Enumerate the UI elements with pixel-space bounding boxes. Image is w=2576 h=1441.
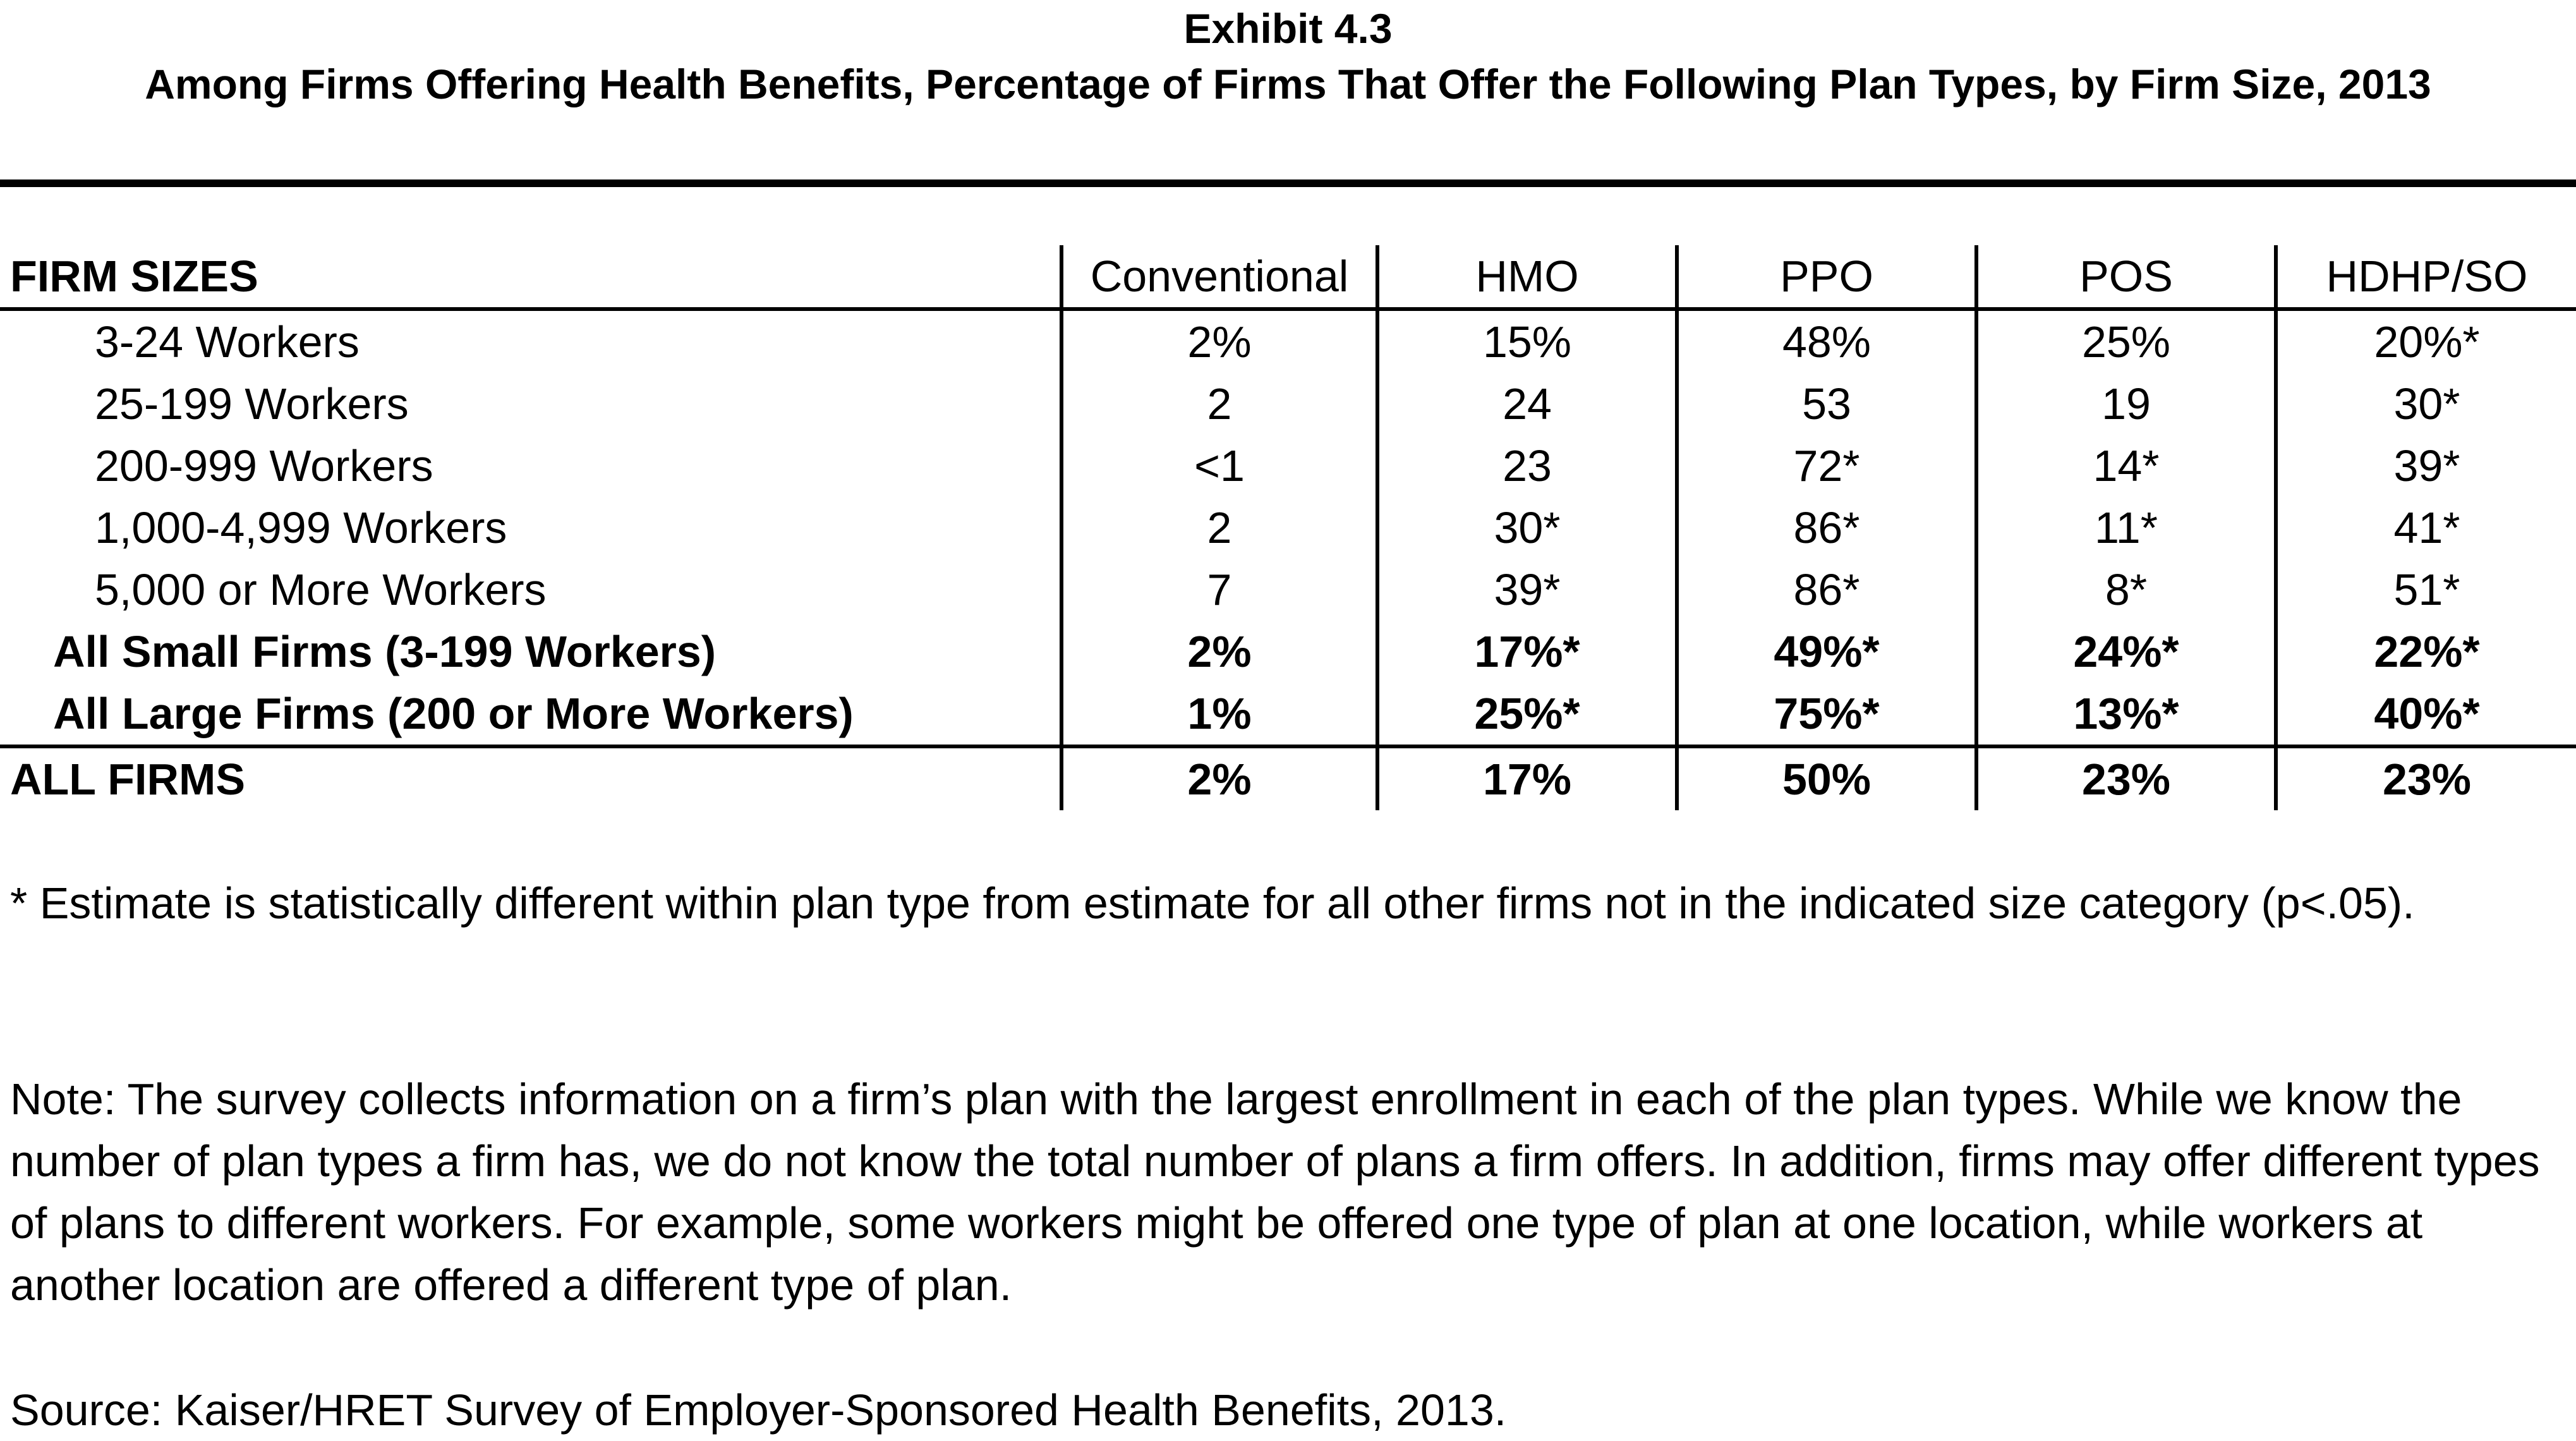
table-cell: 13%* — [1976, 683, 2276, 746]
significance-footnote: * Estimate is statistically different within plan type from estimate for all other firms not in the indicated size category (p<.05). — [10, 879, 2415, 928]
table-cell: 8* — [1976, 559, 2276, 621]
table-cell: 2% — [1061, 621, 1377, 683]
row-label: 200-999 Workers — [95, 441, 433, 490]
plan-types-table — [0, 245, 2576, 810]
table-cell: 23% — [2276, 746, 2576, 810]
table-cell: 17% — [1377, 746, 1677, 810]
table-cell: 22%* — [2276, 621, 2576, 683]
table-cell: 23 — [1377, 435, 1677, 497]
table-cell: 1% — [1061, 683, 1377, 746]
table-cell: 50% — [1677, 746, 1976, 810]
column-header: HDHP/SO — [2276, 245, 2576, 309]
table-cell: 25% — [1976, 309, 2276, 373]
table-row — [0, 559, 2576, 621]
column-header: PPO — [1677, 245, 1976, 309]
column-header: POS — [1976, 245, 2276, 309]
table-cell: 2 — [1061, 373, 1377, 435]
table-cell: 24 — [1377, 373, 1677, 435]
column-header: Conventional — [1061, 245, 1377, 309]
table-cell: 49%* — [1677, 621, 1976, 683]
subtotal-row — [0, 683, 2576, 746]
exhibit-title: Exhibit 4.3 — [1183, 5, 1393, 52]
table-cell: 51* — [2276, 559, 2576, 621]
table-cell: 7 — [1061, 559, 1377, 621]
row-label: 1,000-4,999 Workers — [95, 503, 507, 552]
table-cell: 86* — [1677, 497, 1976, 559]
table-cell: 72* — [1677, 435, 1976, 497]
table-cell: 40%* — [2276, 683, 2576, 746]
table-cell: 14* — [1976, 435, 2276, 497]
table-cell: 2% — [1061, 309, 1377, 373]
table-cell: 15% — [1377, 309, 1677, 373]
table-cell: 11* — [1976, 497, 2276, 559]
row-label: All Large Firms (200 or More Workers) — [53, 689, 854, 738]
table-cell: 30* — [2276, 373, 2576, 435]
table-cell: 23% — [1976, 746, 2276, 810]
table-cell: 24%* — [1976, 621, 2276, 683]
table-row — [0, 435, 2576, 497]
table-cell: 30* — [1377, 497, 1677, 559]
total-row — [0, 746, 2576, 810]
subtotal-row — [0, 621, 2576, 683]
row-label: 3-24 Workers — [95, 317, 360, 367]
column-header: HMO — [1377, 245, 1677, 309]
table-cell: 53 — [1677, 373, 1976, 435]
table-cell: <1 — [1061, 435, 1377, 497]
exhibit-subtitle: Among Firms Offering Health Benefits, Percentage of Firms That Offer the Following Plan Types, by Firm Size, 2013 — [145, 61, 2431, 107]
row-label: 5,000 or More Workers — [95, 565, 547, 614]
table-cell: 48% — [1677, 309, 1976, 373]
table-cell: 39* — [1377, 559, 1677, 621]
table-row — [0, 373, 2576, 435]
table-cell: 25%* — [1377, 683, 1677, 746]
source-note: Source: Kaiser/HRET Survey of Employer-Sponsored Health Benefits, 2013. — [10, 1385, 1507, 1435]
table-cell: 41* — [2276, 497, 2576, 559]
row-header-label: FIRM SIZES — [0, 245, 1061, 309]
row-label: All Small Firms (3-199 Workers) — [53, 627, 717, 676]
table-cell: 75%* — [1677, 683, 1976, 746]
table-cell: 2% — [1061, 746, 1377, 810]
table-cell: 39* — [2276, 435, 2576, 497]
table-cell: 17%* — [1377, 621, 1677, 683]
row-label: ALL FIRMS — [0, 746, 1061, 810]
table-cell: 19 — [1976, 373, 2276, 435]
methodology-note: Note: The survey collects information on a firm’s plan with the largest enrollment in each of the plan types. While we know the number of plan types a firm has, we do not know the total number of plans a firm offers. In addition, firms may offer different types of plans to different workers. For example, some workers might be offered one type of plan at one location, while workers at another location are offered a different type of plan. — [10, 1074, 2540, 1310]
table-cell: 20%* — [2276, 309, 2576, 373]
header-row — [0, 245, 2576, 309]
table-row — [0, 497, 2576, 559]
table-row — [0, 309, 2576, 373]
table-cell: 86* — [1677, 559, 1976, 621]
title-divider — [0, 179, 2576, 187]
row-label: 25-199 Workers — [95, 379, 409, 429]
table-cell: 2 — [1061, 497, 1377, 559]
